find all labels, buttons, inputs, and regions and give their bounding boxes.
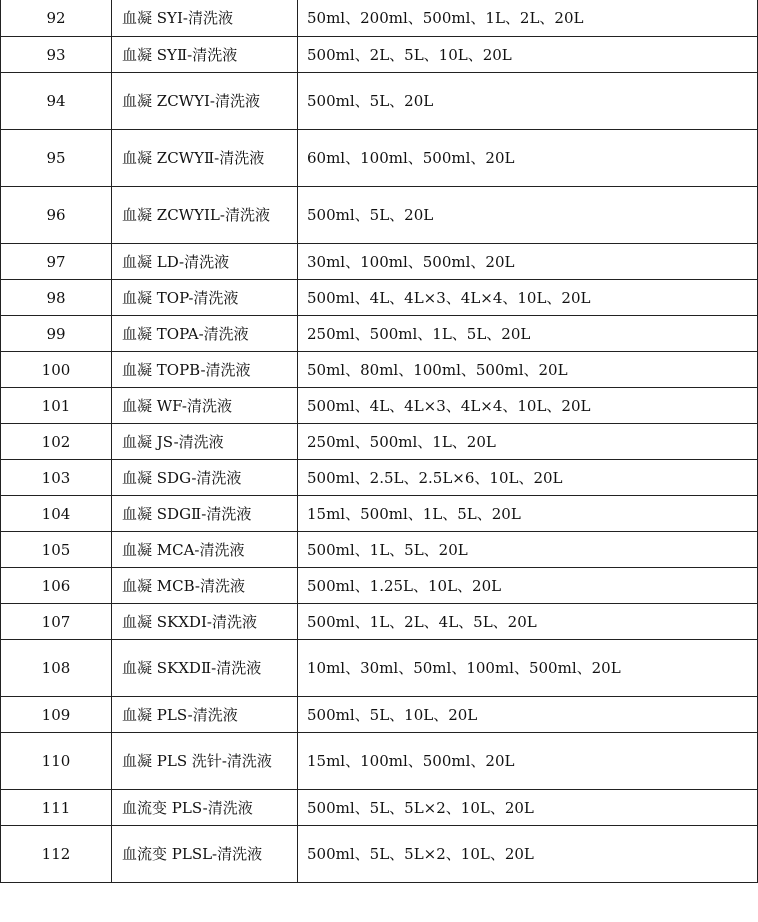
product-name: 血流变 PLSL-清洗液 bbox=[112, 826, 298, 883]
table-row bbox=[1, 733, 758, 790]
row-number: 100 bbox=[1, 352, 112, 388]
row-number: 105 bbox=[1, 532, 112, 568]
product-name: 血凝 JS-清洗液 bbox=[112, 424, 298, 460]
product-name: 血凝 SKXDⅡ-清洗液 bbox=[112, 640, 298, 697]
row-number: 98 bbox=[1, 280, 112, 316]
table-row bbox=[1, 532, 758, 568]
row-number: 102 bbox=[1, 424, 112, 460]
product-spec: 500ml、1.25L、10L、20L bbox=[298, 568, 758, 604]
product-name: 血凝 PLS-清洗液 bbox=[112, 697, 298, 733]
product-spec: 10ml、30ml、50ml、100ml、500ml、20L bbox=[298, 640, 758, 697]
product-spec: 500ml、1L、2L、4L、5L、20L bbox=[298, 604, 758, 640]
table-row bbox=[1, 244, 758, 280]
product-spec: 15ml、100ml、500ml、20L bbox=[298, 733, 758, 790]
product-name: 血流变 PLS-清洗液 bbox=[112, 790, 298, 826]
product-spec: 500ml、5L、20L bbox=[298, 187, 758, 244]
product-name: 血凝 LD-清洗液 bbox=[112, 244, 298, 280]
table-row bbox=[1, 604, 758, 640]
product-name: 血凝 PLS 洗针-清洗液 bbox=[112, 733, 298, 790]
table-row bbox=[1, 316, 758, 352]
product-spec: 500ml、2.5L、2.5L×6、10L、20L bbox=[298, 460, 758, 496]
table-row bbox=[1, 388, 758, 424]
row-number: 92 bbox=[1, 0, 112, 37]
product-spec: 30ml、100ml、500ml、20L bbox=[298, 244, 758, 280]
table-row bbox=[1, 568, 758, 604]
row-number: 96 bbox=[1, 187, 112, 244]
product-spec: 50ml、80ml、100ml、500ml、20L bbox=[298, 352, 758, 388]
product-name: 血凝 TOPA-清洗液 bbox=[112, 316, 298, 352]
product-spec: 500ml、2L、5L、10L、20L bbox=[298, 37, 758, 73]
product-spec: 500ml、4L、4L×3、4L×4、10L、20L bbox=[298, 388, 758, 424]
product-name: 血凝 ZCWYⅠ-清洗液 bbox=[112, 73, 298, 130]
product-name: 血凝 MCB-清洗液 bbox=[112, 568, 298, 604]
product-spec: 250ml、500ml、1L、20L bbox=[298, 424, 758, 460]
row-number: 110 bbox=[1, 733, 112, 790]
row-number: 111 bbox=[1, 790, 112, 826]
product-name: 血凝 SDG-清洗液 bbox=[112, 460, 298, 496]
table-row bbox=[1, 496, 758, 532]
row-number: 103 bbox=[1, 460, 112, 496]
product-name: 血凝 ZCWYⅡ-清洗液 bbox=[112, 130, 298, 187]
product-name: 血凝 WF-清洗液 bbox=[112, 388, 298, 424]
product-name: 血凝 TOPB-清洗液 bbox=[112, 352, 298, 388]
product-spec: 50ml、200ml、500ml、1L、2L、20L bbox=[298, 0, 758, 37]
table-row bbox=[1, 352, 758, 388]
table-row bbox=[1, 187, 758, 244]
table-row bbox=[1, 826, 758, 883]
row-number: 93 bbox=[1, 37, 112, 73]
row-number: 97 bbox=[1, 244, 112, 280]
product-name: 血凝 SYⅡ-清洗液 bbox=[112, 37, 298, 73]
product-spec: 500ml、5L、20L bbox=[298, 73, 758, 130]
row-number: 106 bbox=[1, 568, 112, 604]
table-row bbox=[1, 37, 758, 73]
table-row bbox=[1, 790, 758, 826]
row-number: 94 bbox=[1, 73, 112, 130]
product-name: 血凝 SYⅠ-清洗液 bbox=[112, 0, 298, 37]
row-number: 95 bbox=[1, 130, 112, 187]
product-spec: 500ml、4L、4L×3、4L×4、10L、20L bbox=[298, 280, 758, 316]
product-name: 血凝 TOP-清洗液 bbox=[112, 280, 298, 316]
row-number: 112 bbox=[1, 826, 112, 883]
row-number: 108 bbox=[1, 640, 112, 697]
row-number: 107 bbox=[1, 604, 112, 640]
table-row bbox=[1, 640, 758, 697]
table-row bbox=[1, 460, 758, 496]
product-spec: 15ml、500ml、1L、5L、20L bbox=[298, 496, 758, 532]
product-spec: 60ml、100ml、500ml、20L bbox=[298, 130, 758, 187]
row-number: 104 bbox=[1, 496, 112, 532]
product-spec: 500ml、5L、5L×2、10L、20L bbox=[298, 790, 758, 826]
row-number: 109 bbox=[1, 697, 112, 733]
table-row bbox=[1, 130, 758, 187]
product-name: 血凝 SDGⅡ-清洗液 bbox=[112, 496, 298, 532]
product-spec: 250ml、500ml、1L、5L、20L bbox=[298, 316, 758, 352]
product-spec: 500ml、5L、5L×2、10L、20L bbox=[298, 826, 758, 883]
product-name: 血凝 ZCWYⅠL-清洗液 bbox=[112, 187, 298, 244]
row-number: 99 bbox=[1, 316, 112, 352]
table-row bbox=[1, 280, 758, 316]
product-spec: 500ml、5L、10L、20L bbox=[298, 697, 758, 733]
table-row bbox=[1, 424, 758, 460]
product-name: 血凝 MCA-清洗液 bbox=[112, 532, 298, 568]
table-row bbox=[1, 697, 758, 733]
table-row bbox=[1, 73, 758, 130]
product-name: 血凝 SKXDI-清洗液 bbox=[112, 604, 298, 640]
table-row bbox=[1, 0, 758, 37]
product-spec: 500ml、1L、5L、20L bbox=[298, 532, 758, 568]
row-number: 101 bbox=[1, 388, 112, 424]
